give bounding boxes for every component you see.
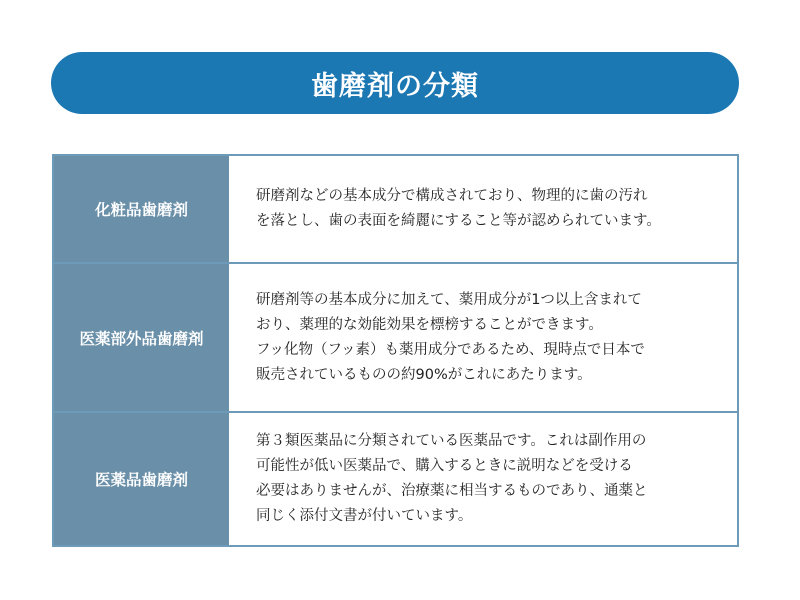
row-label: 化粧品歯磨剤: [94, 201, 188, 219]
row-description: [229, 413, 737, 545]
description-line: 必要はありませんが、治療薬に相当するものであり、通薬と: [256, 483, 648, 499]
title-banner: [51, 52, 739, 114]
table-row-pharmaceutical: [54, 411, 737, 545]
description-line: おり、薬理的な効能効果を標榜することができます。: [256, 316, 603, 333]
row-label: 医薬品歯磨剤: [94, 471, 188, 489]
description-line: 第３類医薬品に分類されている医薬品です。これは副作用の: [256, 433, 647, 449]
row-label: 医薬部外品歯磨剤: [79, 329, 204, 348]
row-label-cell: [54, 413, 229, 545]
description-line: を落とし、歯の表面を綺麗にすること等が認められています。: [256, 213, 661, 229]
classification-table: [52, 154, 739, 547]
description-line: 可能性が低い医薬品で、購入するときに説明などを受ける: [256, 458, 633, 474]
description-line: 研磨剤などの基本成分で構成されており、物理的に歯の汚れ: [256, 188, 648, 204]
row-description: [229, 156, 737, 262]
description-line: 研磨剤等の基本成分に加えて、薬用成分が1つ以上含まれて: [256, 291, 642, 308]
description-line: 同じく添付文書が付いています。: [256, 508, 473, 524]
page-title: 歯磨剤の分類: [311, 70, 479, 102]
row-description: [229, 264, 737, 411]
description-line: フッ化物（フッ素）も薬用成分であるため、現時点で日本で: [256, 341, 645, 358]
table-row-cosmetic: [54, 156, 737, 262]
table-row-quasi-drug: [54, 262, 737, 411]
row-label-cell: [54, 264, 229, 411]
description-line: 販売されているものの約90%がこれにあたります。: [256, 366, 592, 383]
row-label-cell: [54, 156, 229, 262]
